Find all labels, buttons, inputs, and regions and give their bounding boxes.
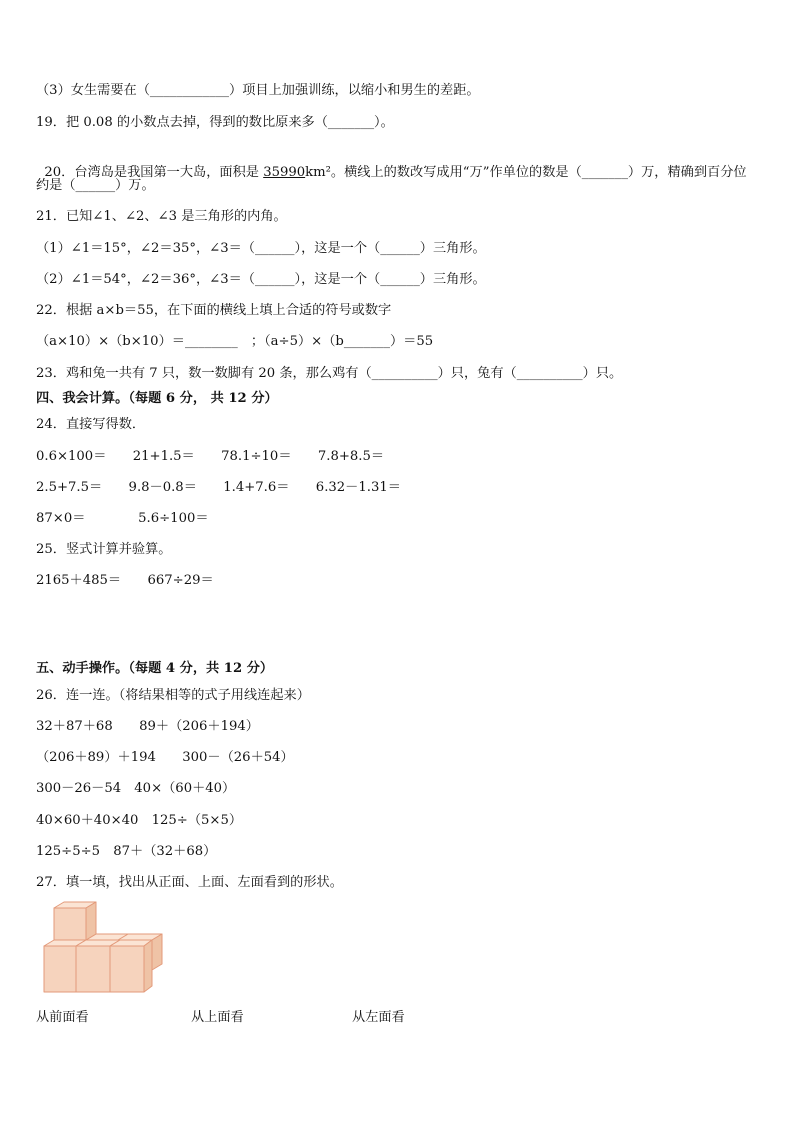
- view-left-label: 从左面看: [352, 1010, 405, 1025]
- line-q18-3: （3）女生需要在（____________）项目上加强训练，以缩小和男生的差距。: [36, 83, 480, 98]
- line-q24-row1: 0.6×100＝ 21+1.5＝ 78.1÷10＝ 7.8+8.5＝: [36, 449, 385, 464]
- line-q22-blanks: （a×10）×（b×10）＝________ ；（a÷5）×（b_______）＝55: [36, 334, 434, 349]
- line-q25: 25．竖式计算并验算。: [36, 542, 172, 557]
- line-q19: 19．把 0.08 的小数点去掉，得到的数比原来多（_______）。: [36, 115, 394, 130]
- section-4-heading: 四、我会计算。（每题 6 分， 共 12 分）: [36, 391, 278, 406]
- line-q24-row2: 2.5+7.5＝ 9.8－0.8＝ 1.4+7.6＝ 6.32－1.31＝: [36, 480, 401, 495]
- q20-text-a: 20．台湾岛是我国第一大岛，面积是: [44, 165, 264, 180]
- line-q23: 23．鸡和兔一共有 7 只，数一数脚有 20 条，那么鸡有（__________）只，兔有（__________）只。: [36, 366, 623, 381]
- line-q26-row5: 125÷5÷5 87＋（32＋68）: [36, 844, 217, 859]
- line-q21: 21．已知∠1、∠2、∠3 是三角形的内角。: [36, 209, 287, 224]
- line-q21-2: （2）∠1＝54°，∠2＝36°，∠3＝（______），这是一个（______）三角形。: [36, 272, 486, 287]
- section-5-heading: 五、动手操作。（每题 4 分，共 12 分）: [36, 661, 274, 676]
- line-q21-1: （1）∠1＝15°，∠2＝35°，∠3＝（______），这是一个（______）三角形。: [36, 241, 486, 256]
- view-front-label: 从前面看: [36, 1010, 89, 1025]
- line-q24-row3: 87×0＝ 5.6÷100＝: [36, 511, 209, 526]
- view-top-label: 从上面看: [191, 1010, 244, 1025]
- line-q20-cont: 约是（______）万。: [36, 178, 155, 193]
- line-q26: 26．连一连。（将结果相等的式子用线连起来）: [36, 688, 310, 703]
- line-q22: 22．根据 a×b＝55，在下面的横线上填上合适的符号或数字: [36, 303, 392, 318]
- line-q26-row2: （206＋89）＋194 300－（26＋54）: [36, 750, 294, 765]
- line-q26-row3: 300－26－54 40×（60＋40）: [36, 781, 236, 796]
- line-q27: 27．填一填，找出从正面、上面、左面看到的形状。: [36, 875, 343, 890]
- cube-figure: [38, 898, 178, 998]
- line-q25-exprs: 2165＋485＝ 667÷29＝: [36, 573, 214, 588]
- q20-text-b: km²。横线上的数改写成用“万”作单位的数是（_______）万，精确到百分位: [305, 165, 747, 180]
- line-q26-row1: 32＋87＋68 89＋（206＋194）: [36, 719, 259, 734]
- line-q24: 24．直接写得数．: [36, 417, 146, 432]
- q20-area: 35990: [263, 165, 306, 180]
- line-q26-row4: 40×60＋40×40 125÷（5×5）: [36, 813, 243, 828]
